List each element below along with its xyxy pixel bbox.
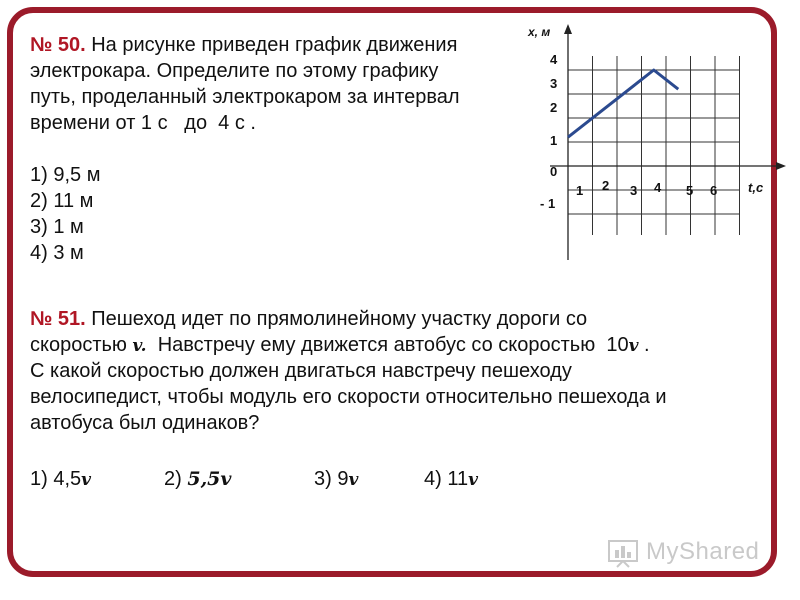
- problem-50-line-2: электрокара. Определите по этому графику: [30, 60, 439, 82]
- x-tick-6: 6: [710, 183, 718, 198]
- y-tick-4: 4: [550, 52, 558, 67]
- problem-51-answer-4: [424, 466, 478, 493]
- problem-50-line-4: времени от 1 с до 4 с .: [30, 112, 256, 134]
- y-tick-1: 1: [550, 133, 558, 148]
- problem-50-number: № 50.: [30, 34, 86, 56]
- answer-4-label: 4) 11: [424, 468, 469, 490]
- answer-4-velocity: v: [468, 470, 478, 490]
- velocity-symbol: v.: [132, 336, 147, 356]
- problem-51-line-3: С какой скоростью должен двигаться навстречу пешеходу: [30, 360, 572, 382]
- y-tick-labels: [540, 52, 558, 211]
- x-tick-3: 3: [630, 183, 638, 198]
- problem-51-answer-3: [314, 466, 358, 493]
- problem-51-line-4: велосипедист, чтобы модуль его скорости относительно пешехода и: [30, 386, 667, 408]
- x-axis-label: t,c: [748, 180, 764, 195]
- x-tick-2: 2: [602, 178, 610, 193]
- x-tick-1: 1: [576, 183, 584, 198]
- watermark-text: MyShared: [646, 538, 760, 565]
- problem-51-line-5: автобуса был одинаков?: [30, 412, 260, 434]
- x-tick-5: 5: [686, 183, 694, 198]
- answer-1-label: 1) 4,5: [30, 468, 82, 490]
- graph-grid: [568, 56, 740, 235]
- answer-2-velocity: 5,5v: [187, 468, 232, 490]
- motion-graph: [520, 20, 790, 270]
- presentation-logo-icon: [606, 538, 642, 568]
- answer-2-label: 2): [164, 468, 188, 490]
- answer-1-velocity: v: [81, 470, 92, 490]
- problem-51-answer-2: [164, 466, 231, 492]
- answer-3-velocity: v: [348, 470, 359, 490]
- problem-51-number: № 51.: [30, 308, 86, 330]
- problem-51-line-2: [30, 332, 650, 359]
- series-layer: [568, 70, 678, 137]
- problem-50-answer-4: 4) 3 м: [30, 242, 84, 264]
- problem-50-answer-3: 3) 1 м: [30, 216, 84, 238]
- y-axis-label: x, м: [528, 25, 551, 39]
- problem-50-answer-1: 1) 9,5 м: [30, 164, 101, 186]
- problem-51-text-2c: .: [638, 334, 650, 356]
- answer-3-label: 3) 9: [314, 468, 349, 490]
- problem-51-answer-1: [30, 466, 91, 493]
- watermark: [606, 538, 776, 568]
- problem-50-line-3: путь, проделанный электрокаром за интервал: [30, 86, 460, 108]
- series-line: [568, 70, 678, 137]
- problem-50-text-1: На рисунке приведен график движения: [91, 34, 458, 56]
- problem-51-text-2a: скоростью: [30, 334, 133, 356]
- y-tick-2: 2: [550, 100, 558, 115]
- problem-51-line-1: [30, 306, 587, 332]
- problem-50-answer-2: 2) 11 м: [30, 190, 94, 212]
- problem-51-text-1: Пешеход идет по прямолинейному участку дороги со: [91, 308, 588, 330]
- problem-51-text-2b: Навстречу ему движется автобус со скоростью 10: [146, 334, 629, 356]
- y-tick-0: 0: [550, 164, 558, 179]
- velocity-symbol-2: v: [628, 336, 639, 356]
- x-tick-4: 4: [654, 180, 662, 195]
- problem-50-line-1: [30, 32, 457, 58]
- y-tick-minus-1: - 1: [540, 196, 556, 211]
- y-tick-3: 3: [550, 76, 558, 91]
- x-tick-labels: [576, 178, 717, 198]
